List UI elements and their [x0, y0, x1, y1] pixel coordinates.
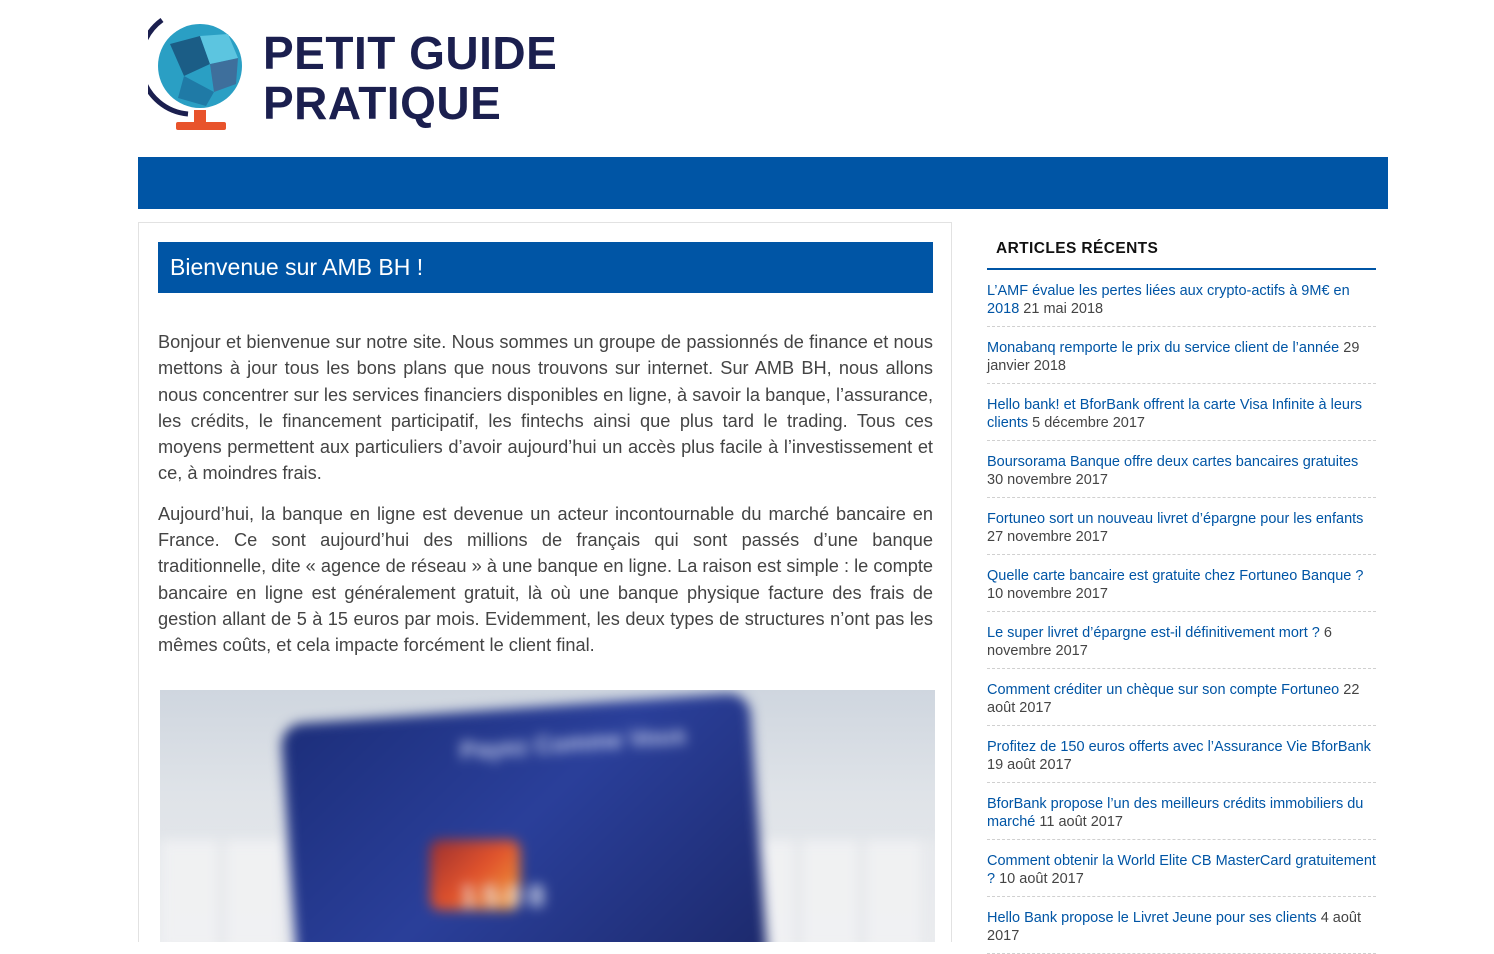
article-link[interactable]: BforBank propose l’un des meilleurs crédits immobiliers du marché	[987, 796, 1364, 830]
article-link[interactable]: Comment obtenir la World Elite CB MasterCard gratuitement ?	[987, 853, 1376, 887]
post-title-banner	[158, 242, 933, 293]
article-date: 21 mai 2018	[1023, 301, 1104, 317]
list-item	[987, 612, 1376, 669]
article-link[interactable]: Profitez de 150 euros offerts avec l’Assurance Vie BforBank	[987, 739, 1371, 755]
logo-line-2: PRATIQUE	[263, 77, 502, 129]
article-date: 6 novembre 2017	[987, 625, 1332, 659]
list-item	[987, 669, 1376, 726]
logo-line-1: PETIT GUIDE	[263, 27, 558, 79]
article-date: 10 août 2017	[999, 871, 1084, 887]
article-date: 10 novembre 2017	[987, 586, 1108, 602]
article-date: 4 août 2017	[987, 910, 1362, 944]
list-item	[987, 327, 1376, 384]
recent-articles-list	[987, 270, 1376, 954]
article-date: 29 janvier 2018	[987, 340, 1360, 374]
post-title: Bienvenue sur AMB BH !	[170, 254, 424, 280]
main-navigation-bar	[138, 157, 1388, 209]
list-item	[987, 897, 1376, 954]
article-date: 19 août 2017	[987, 757, 1072, 773]
article-link[interactable]: Hello bank! et BforBank offrent la carte Visa Infinite à leurs clients	[987, 397, 1363, 431]
article-link[interactable]: Comment créditer un chèque sur son compte Fortuneo	[987, 682, 1340, 698]
article-link[interactable]: Boursorama Banque offre deux cartes bancaires gratuites	[987, 454, 1359, 470]
article-date: 27 novembre 2017	[987, 529, 1108, 545]
article-link[interactable]: L’AMF évalue les pertes liées aux crypto-actifs à 9M€ en 2018	[987, 283, 1350, 317]
article-date: 22 août 2017	[987, 682, 1360, 716]
globe-icon	[148, 14, 248, 136]
list-item	[987, 441, 1376, 498]
article-link[interactable]: Quelle carte bancaire est gratuite chez Fortuneo Banque ?	[987, 568, 1364, 584]
list-item	[987, 498, 1376, 555]
list-item	[987, 555, 1376, 612]
logo-text	[263, 28, 557, 128]
card-number: 1508	[460, 880, 551, 913]
article-date: 5 décembre 2017	[1032, 415, 1145, 431]
article-date: 30 novembre 2017	[987, 472, 1108, 488]
main-content	[138, 222, 952, 942]
article-link[interactable]: Hello Bank propose le Livret Jeune pour ses clients	[987, 910, 1317, 926]
sidebar-recent-articles	[987, 230, 1376, 954]
article-link[interactable]: Fortuneo sort un nouveau livret d’épargne pour les enfants	[987, 511, 1364, 527]
article-link[interactable]: Monabanq remporte le prix du service client de l’année	[987, 340, 1340, 356]
article-link[interactable]: Le super livret d’épargne est-il définitivement mort ?	[987, 625, 1320, 641]
hero-image-credit-card	[160, 690, 935, 942]
list-item	[987, 783, 1376, 840]
list-item	[987, 270, 1376, 327]
site-logo[interactable]	[148, 14, 568, 136]
article-date: 11 août 2017	[1039, 814, 1123, 830]
list-item	[987, 726, 1376, 783]
post-paragraph-2: Aujourd’hui, la banque en ligne est devenue un acteur incontournable du marché bancaire en France. Ce sont aujourd’hui des millions de français qui sont passés d’une banque traditionnelle, dite « agence de réseau » à une banque en ligne. La raison est simple : le compte bancaire en ligne est généralement gratuit, là où une banque physique facture des frais de gestion allant de 5 à 15 euros par mois. Evidemment, les deux types de structures n’ont pas les mêmes coûts, et cela impacte forcément le client final.	[158, 503, 933, 656]
sidebar-title: ARTICLES RÉCENTS	[987, 230, 1376, 270]
list-item	[987, 840, 1376, 897]
post-paragraph-1: Bonjour et bienvenue sur notre site. Nous sommes un groupe de passionnés de finance et nous mettons à jour tous les bons plans que nous trouvons sur internet. Sur AMB BH, nous allons nous concentrer sur les services financiers disponibles en ligne, à savoir la banque, l’assurance, les crédits, le financement participatif, les fintechs ainsi que plus tard le trading. Tous ces moyens permettent aux particuliers d’avoir aujourd’hui un accès plus facile à l’investissement et ce, à moindres frais.	[158, 332, 933, 484]
post-body	[158, 329, 933, 673]
list-item	[987, 384, 1376, 441]
card-text: Payez Comme Vous	[459, 722, 687, 765]
